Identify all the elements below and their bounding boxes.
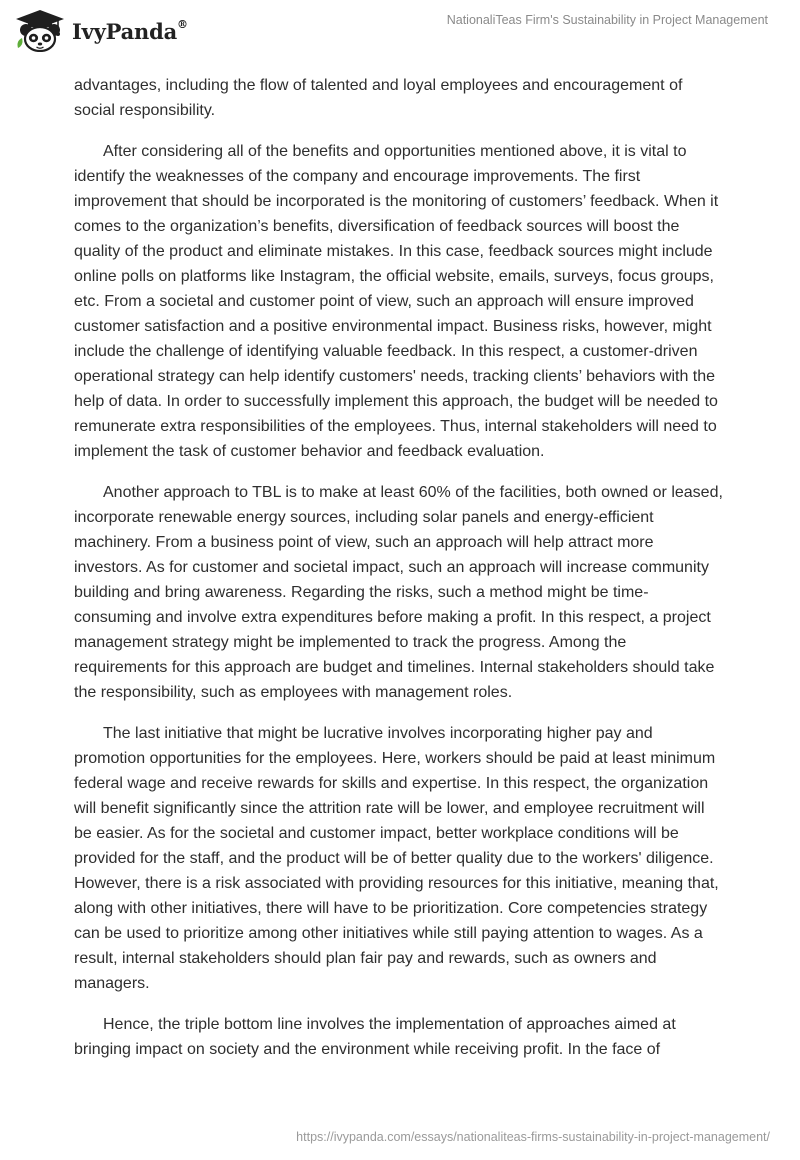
paragraph-customer-feedback: After considering all of the benefits and opportunities mentioned above, it is vital to identify the weaknesses of the company and encourage improvements. The first improvement that should be incorporated is the monitoring of customers’ feedback. When it comes to the organization’s benefits, diversification of feedback sources will boost the quality of the product and eliminate mistakes. In this case, feedback sources might include online polls on platforms like Instagram, the official website, emails, surveys, focus groups, etc. From a societal and customer point of view, such an approach will ensure improved customer satisfaction and a positive environmental impact. Business risks, however, might include the challenge of identifying valuable feedback. In this respect, a customer-driven operational strategy can help identify customers' needs, tracking clients’ behaviors with the help of data. In order to successfully implement this approach, the budget will be needed to remunerate extra responsibilities of the employees. Thus, internal stakeholders will need to implement the task of customer behavior and feedback evaluation. bbox=[74, 143, 719, 460]
logo-name: IvyPanda bbox=[72, 18, 178, 44]
essay-body bbox=[74, 73, 724, 1078]
ivypanda-logo[interactable] bbox=[14, 8, 188, 52]
paragraph-conclusion: Hence, the triple bottom line involves the implementation of approaches aimed at bringing impact on society and the environment while receiving profit. In the face of bbox=[74, 1016, 676, 1058]
registered-mark: ® bbox=[177, 17, 188, 31]
paragraph-higher-pay: The last initiative that might be lucrative involves incorporating higher pay and promotion opportunities for the employees. Here, workers should be paid at least minimum federal wage and receive rewards for skills and expertise. In this respect, the organization will benefit significantly since the attrition rate will be lower, and employee recruitment will be easier. As for the societal and customer impact, better workplace conditions will be provided for the staff, and the product will be of better quality due to the workers' diligence. However, there is a risk associated with providing resources for this initiative, meaning that, along with other initiatives, there will have to be prioritization. Core competencies strategy can be used to prioritize among other initiatives while still paying attention to wages. As a result, internal stakeholders should plan fair pay and rewards, such as owners and managers. bbox=[74, 725, 719, 992]
paragraph-renewable-energy: Another approach to TBL is to make at least 60% of the facilities, both owned or leased, incorporate renewable energy sources, including solar panels and energy-efficient machinery. From a business point of view, such an approach will help attract more investors. As for customer and societal impact, such an approach will increase community building and bring awareness. Regarding the risks, such a method might be time-consuming and involve extra expenditures before making a profit. In this respect, a project management strategy might be implemented to track the progress. Among the requirements for this approach are budget and timelines. Internal stakeholders should take the responsibility, such as employees with management roles. bbox=[74, 484, 723, 701]
source-url[interactable]: https://ivypanda.com/essays/nationaliteas-firms-sustainability-in-project-management/ bbox=[296, 1130, 770, 1144]
document-title: NationaliTeas Firm's Sustainability in Project Management bbox=[446, 13, 768, 27]
panda-graduate-icon bbox=[14, 8, 66, 52]
page-header bbox=[0, 0, 800, 70]
logo-wordmark bbox=[72, 19, 188, 44]
paragraph-continued: advantages, including the flow of talented and loyal employees and encouragement of social responsibility. bbox=[74, 77, 683, 119]
